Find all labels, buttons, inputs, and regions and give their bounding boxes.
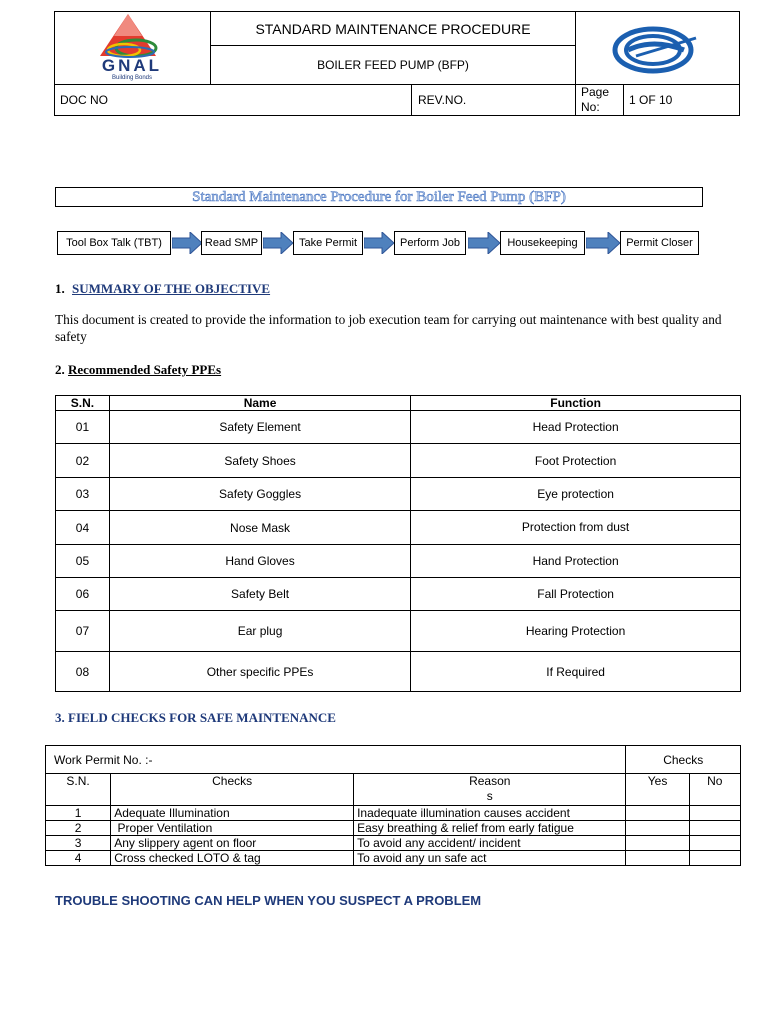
ppe-name: Safety Goggles [109,478,410,511]
fc-no-cell[interactable] [689,851,740,866]
work-permit-label: Work Permit No. :- [46,746,626,774]
ppe-name: Safety Belt [109,578,410,611]
fc-reason: Easy breathing & relief from early fatigue [354,821,626,836]
ppe-name: Other specific PPEs [109,652,410,692]
ppe-sn: 05 [56,545,110,578]
field-checks-table [45,745,741,866]
table-row [56,444,741,478]
fc-check: Cross checked LOTO & tag [111,851,354,866]
fc-sn: 2 [46,821,111,836]
table-row [46,851,741,866]
section-1-heading [55,281,270,297]
checks-group-header: Checks [626,746,741,774]
ppe-name: Safety Shoes [109,444,410,478]
ppe-function: Hearing Protection [411,611,741,652]
fc-sn: 3 [46,836,111,851]
fc-sn: 1 [46,806,111,821]
section-3-heading: 3. FIELD CHECKS FOR SAFE MAINTENANCE [55,710,336,725]
table-row [56,478,741,511]
ppe-name: Hand Gloves [109,545,410,578]
ppe-sn: 03 [56,478,110,511]
fc-no-cell[interactable] [689,806,740,821]
table-row [46,836,741,851]
ppe-function: Eye protection [411,478,741,511]
ppe-function: If Required [411,652,741,692]
fc-yes-cell[interactable] [626,821,689,836]
company-tagline: Building Bonds [111,75,153,81]
company-logo [84,12,176,84]
flow-step-permit-closer: Permit Closer [620,231,699,255]
ppe-sn: 04 [56,511,110,545]
ppe-name: Nose Mask [109,511,410,545]
ppe-function: Fall Protection [411,578,741,611]
flow-arrow-icon [586,232,620,254]
fc-header-reasons: Reason s [354,774,626,806]
fc-yes-cell[interactable] [626,851,689,866]
table-row [56,578,741,611]
flow-step-perform-job: Perform Job [394,231,466,255]
flow-arrow-icon [263,232,293,254]
flow-step-tbt: Tool Box Talk (TBT) [57,231,171,255]
table-row [56,511,741,545]
page-value: 1 OF 10 [629,93,673,107]
section-1-number: 1. [55,281,65,296]
client-logo [606,24,706,76]
table-row [56,545,741,578]
ppe-table [55,395,741,692]
ppe-sn: 02 [56,444,110,478]
doc-subtitle: BOILER FEED PUMP (BFP) [317,58,469,72]
ppe-header-function: Function [411,396,741,411]
fc-sn: 4 [46,851,111,866]
table-row [56,611,741,652]
ppe-sn: 07 [56,611,110,652]
ppe-sn: 06 [56,578,110,611]
flow-arrow-icon [172,232,202,254]
section-2-number: 2. [55,362,65,377]
section-2-title: Recommended Safety PPEs [68,362,222,377]
company-logo-text: GNAL [101,56,163,75]
flow-step-housekeeping: Housekeeping [500,231,585,255]
table-row [46,806,741,821]
fc-reason: To avoid any un safe act [354,851,626,866]
doc-no-label: DOC NO [60,93,108,107]
rev-no-label: REV.NO. [418,93,467,107]
ppe-function: Head Protection [411,411,741,444]
section-1-title: SUMMARY OF THE OBJECTIVE [72,281,271,296]
ppe-function: Hand Protection [411,545,741,578]
procedure-banner: Standard Maintenance Procedure for Boiler Feed Pump (BFP) [55,187,703,207]
ppe-name: Ear plug [109,611,410,652]
fc-yes-cell[interactable] [626,806,689,821]
ppe-header-sn: S.N. [56,396,110,411]
ppe-function: Protection from dust [411,511,741,545]
fc-header-yes: Yes [626,774,689,806]
page-label: Page No: [581,85,610,114]
ppe-header-name: Name [109,396,410,411]
fc-header-sn: S.N. [46,774,111,806]
flow-arrow-icon [364,232,394,254]
fc-check: Any slippery agent on floor [111,836,354,851]
fc-no-cell[interactable] [689,836,740,851]
flow-arrow-icon [468,232,500,254]
ppe-sn: 08 [56,652,110,692]
ppe-function: Foot Protection [411,444,741,478]
doc-title: STANDARD MAINTENANCE PROCEDURE [255,20,531,37]
fc-header-checks: Checks [111,774,354,806]
flow-step-read-smp: Read SMP [201,231,262,255]
fc-header-no: No [689,774,740,806]
section-2-heading [55,362,221,378]
table-row [56,411,741,444]
fc-no-cell[interactable] [689,821,740,836]
fc-check: Adequate Illumination [111,806,354,821]
ppe-sn: 01 [56,411,110,444]
flow-step-take-permit: Take Permit [293,231,363,255]
ppe-name: Safety Element [109,411,410,444]
section-1-text: This document is created to provide the information to job execution team for carrying out maintenance with best quality and safety [55,312,722,344]
fc-reason: To avoid any accident/ incident [354,836,626,851]
fc-reason: Inadequate illumination causes accident [354,806,626,821]
fc-yes-cell[interactable] [626,836,689,851]
troubleshooting-note: TROUBLE SHOOTING CAN HELP WHEN YOU SUSPECT A PROBLEM [55,893,482,908]
fc-check: Proper Ventilation [111,821,354,836]
table-row [46,821,741,836]
table-row [56,652,741,692]
